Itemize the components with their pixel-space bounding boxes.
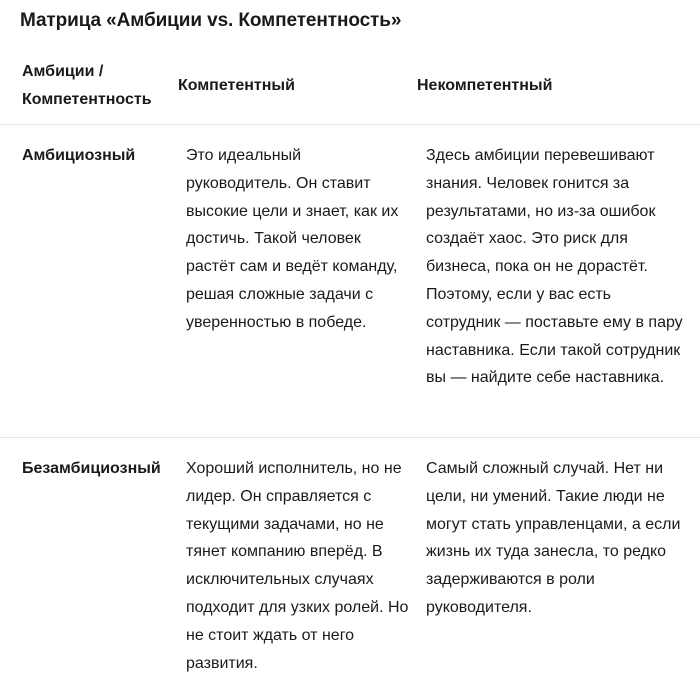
row-header-ambitious: Амбициозный bbox=[22, 147, 136, 164]
column-header-incompetent: Некомпетентный bbox=[417, 77, 553, 94]
column-header-competent: Компетентный bbox=[178, 77, 295, 94]
table-cell-unambitious-incompetent: Самый сложный случай. Нет ни цели, ни умений. Такие люди не могут стать управленцами, а если жизнь их туда занесла, то редко задерживаются в роли руководителя. bbox=[426, 460, 681, 616]
row-header-unambitious: Безамбициозный bbox=[22, 460, 161, 477]
table-divider bbox=[0, 437, 700, 438]
table-cell-unambitious-competent: Хороший исполнитель, но не лидер. Он справляется с текущими задачами, но не тянет компанию вперёд. В исключительных случаях подходит для узких ролей. Но не стоит ждать от него развития. bbox=[186, 460, 409, 672]
table-divider bbox=[0, 124, 700, 125]
table-corner-header: Амбиции / Компетентность bbox=[22, 63, 152, 108]
table-cell-ambitious-incompetent: Здесь амбиции перевешивают знания. Человек гонится за результатами, но из-за ошибок создаёт хаос. Это риск для бизнеса, пока он не дорастёт. Поэтому, если у вас есть сотрудник — поставьте ему в пару наставника. Если такой сотрудник вы — найдите себе наставника. bbox=[426, 147, 683, 387]
table-cell-ambitious-competent: Это идеальный руководитель. Он ставит высокие цели и знает, как их достичь. Такой человек растёт сам и ведёт команду, решая сложные задачи с уверенностью в победе. bbox=[186, 147, 399, 331]
page-title: Матрица «Амбиции vs. Компетентность» bbox=[20, 10, 402, 31]
